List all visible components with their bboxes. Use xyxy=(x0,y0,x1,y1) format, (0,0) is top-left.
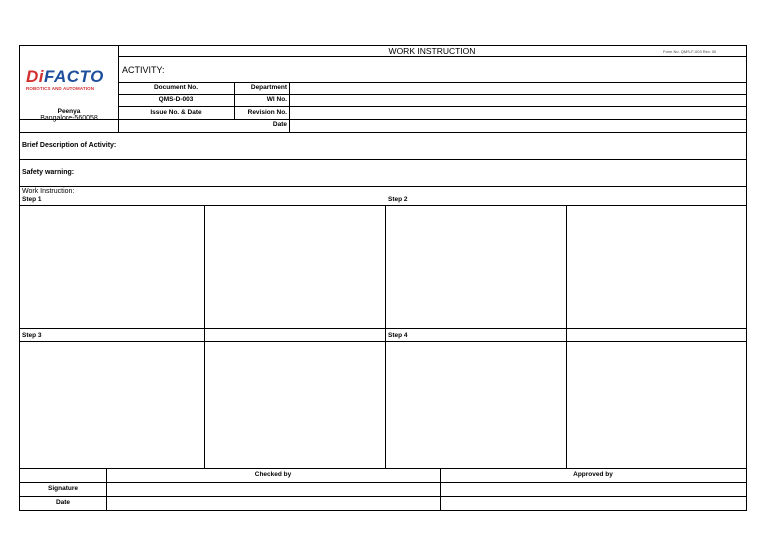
step-1-area-a[interactable] xyxy=(20,205,204,328)
document-no-value: QMS-D-003 xyxy=(158,96,194,103)
wi-no-label: WI No. xyxy=(266,96,287,103)
work-instruction-form xyxy=(19,45,747,511)
safety-warning-label: Safety warning: xyxy=(22,169,75,176)
description-row-line xyxy=(20,159,746,160)
company-logo xyxy=(24,66,116,96)
step-2-area-a[interactable] xyxy=(385,205,566,328)
department-label: Department xyxy=(250,84,287,91)
step-3-label: Step 3 xyxy=(22,332,42,339)
form-number: Form No. QMS-F-003 Rev. 00 xyxy=(663,49,717,54)
approved-by-date-field[interactable] xyxy=(440,496,746,510)
logo-tagline: ROBOTICS AND AUTOMATION xyxy=(26,86,95,91)
doc-row-line xyxy=(20,119,746,120)
checked-by-signature-field[interactable] xyxy=(106,482,440,496)
step-1-area-b[interactable] xyxy=(204,205,385,328)
brief-description-label: Brief Description of Activity: xyxy=(22,142,117,149)
title-row-line xyxy=(118,56,746,57)
step-4-label: Step 4 xyxy=(388,332,408,339)
logo-suffix: FACTO xyxy=(44,67,104,86)
doc-row-line xyxy=(118,106,746,107)
step-3-area-b[interactable] xyxy=(204,341,385,468)
activity-row-line xyxy=(118,82,746,83)
form-title: WORK INSTRUCTION xyxy=(388,46,476,56)
document-no-label: Document No. xyxy=(153,84,199,91)
checked-by-date-field[interactable] xyxy=(106,496,440,510)
steps-bottom-line xyxy=(20,468,746,469)
signature-label: Signature xyxy=(48,485,78,492)
issue-no-date-label: Issue No. & Date xyxy=(150,109,202,116)
approved-by-label: Approved by xyxy=(573,471,613,478)
logo-prefix: Di xyxy=(26,67,44,86)
step-4-area-a[interactable] xyxy=(385,341,566,468)
checked-by-label: Checked by xyxy=(254,471,292,478)
safety-row-line xyxy=(20,186,746,187)
date-label: Date xyxy=(272,121,287,128)
step-2-area-b[interactable] xyxy=(566,205,746,328)
revision-no-label: Revision No. xyxy=(247,109,287,116)
steps-middle-line xyxy=(20,328,746,329)
address-line-2: Bangalore-560058 xyxy=(40,115,98,122)
doc-row-line xyxy=(118,94,746,95)
header-bottom-line xyxy=(20,132,746,133)
doc-col-divider xyxy=(289,82,290,132)
activity-label: ACTIVITY: xyxy=(122,65,165,75)
footer-date-label: Date xyxy=(55,499,71,506)
work-instruction-label: Work Instruction: xyxy=(22,188,75,195)
approved-by-signature-field[interactable] xyxy=(440,482,746,496)
address-line-1: Peenya xyxy=(57,108,81,115)
step-2-label: Step 2 xyxy=(388,196,408,203)
step-4-area-b[interactable] xyxy=(566,341,746,468)
step-1-label: Step 1 xyxy=(22,196,42,203)
step-3-area-a[interactable] xyxy=(20,341,204,468)
